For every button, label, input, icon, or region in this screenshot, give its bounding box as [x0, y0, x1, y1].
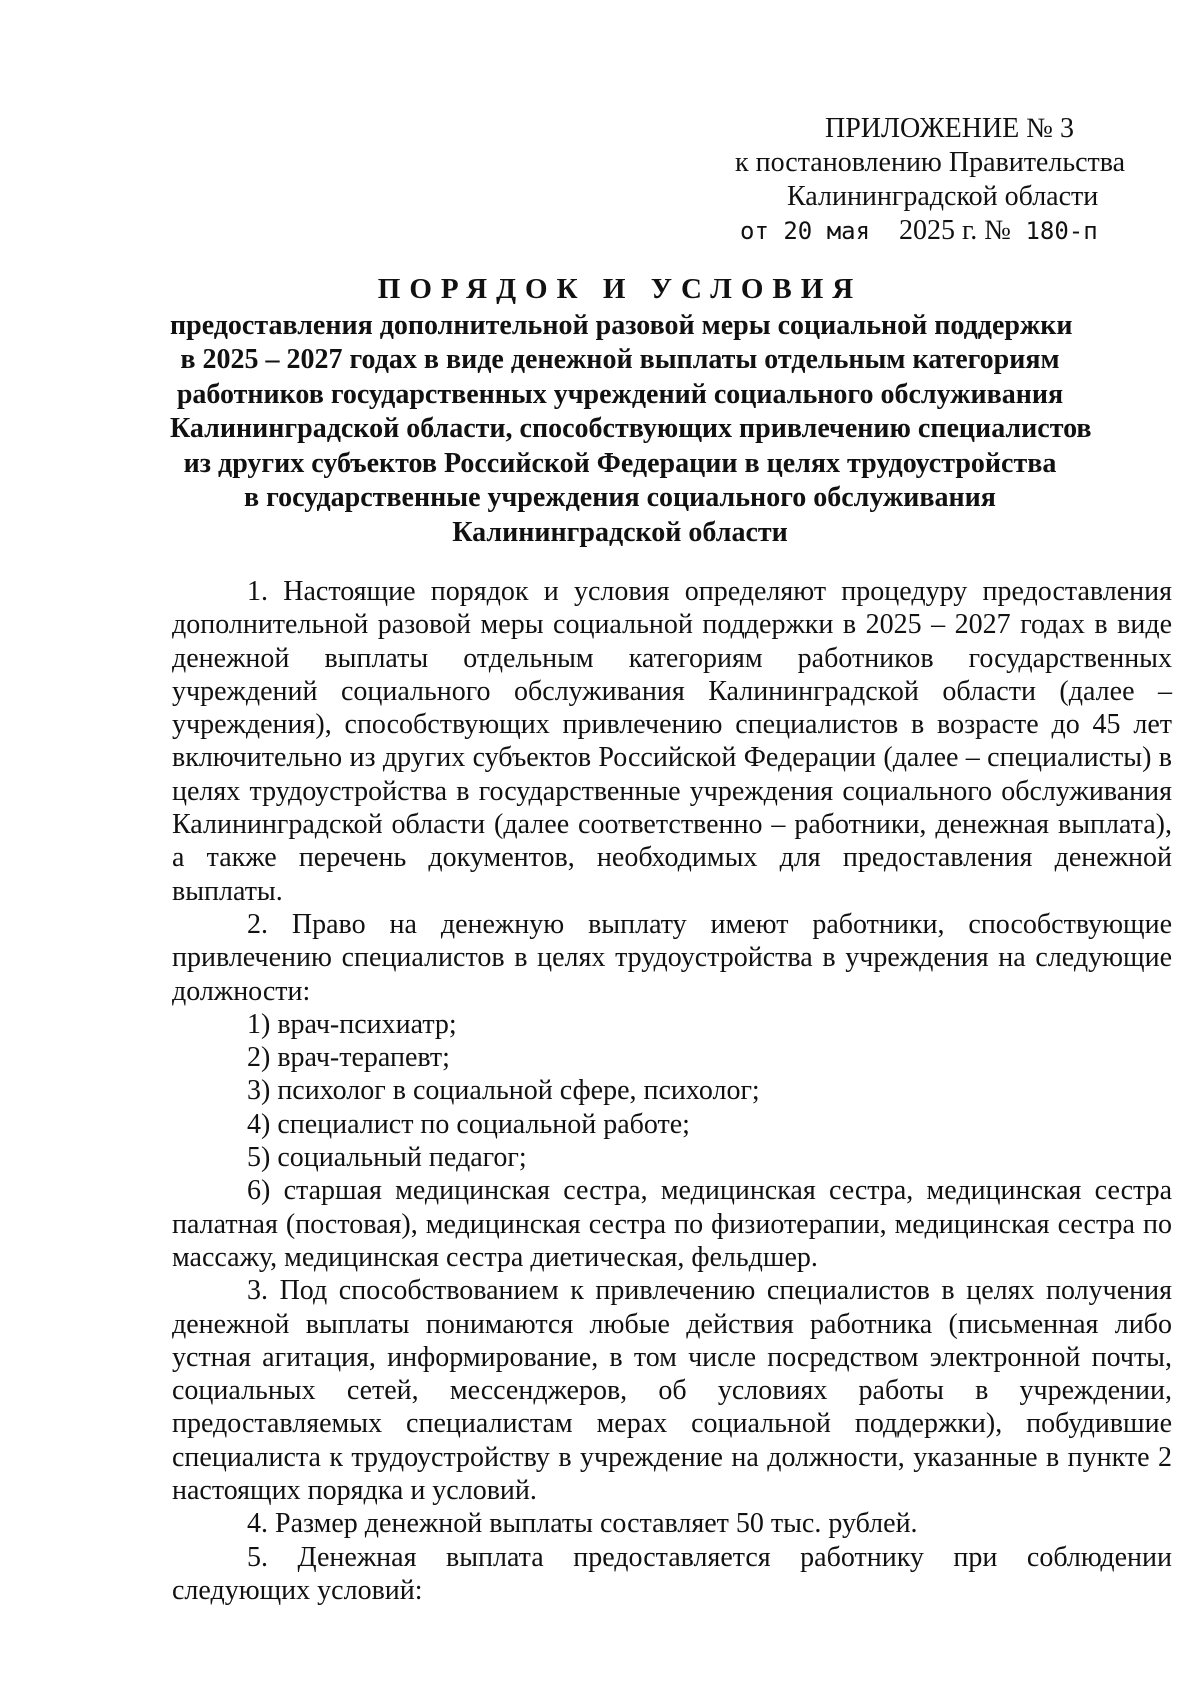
appendix-date-number — [735, 214, 1155, 248]
paragraph-1: 1. Настоящие порядок и условия определяют процедуру предоставления дополнительной разовой меры социальной поддержки в 2025 – 2027 годах в виде денежной выплаты отдельным категориям работников государственных учреждений социального обслуживания Калининградской области (далее – учреждения), способствующих привлечению специалистов в возрасте до 45 лет включительно из других субъектов Российской Федерации (далее – специалисты) в целях трудоустройства в государственные учреждения социального обслуживания Калининградской области (далее соответственно – работники, денежная выплата), а также перечень документов, необходимых для предоставления денежной выплаты. — [172, 576, 1172, 907]
paragraph-5: 5. Денежная выплата предоставляется работнику при соблюдении следующих условий: — [172, 1541, 1172, 1606]
paragraph-3: 3. Под способствованием к привлечению специалистов в целях получения денежной выплаты понимаются любые действия работника (письменная либо устная агитация, информирование, в том числе посредством электронной почты, социальных сетей, мессенджеров, об условиях работы в учреждении, предоставляемых специалистам мерах социальной поддержки), побудившие специалиста к трудоустройству в учреждение на должности, указанные в пункте 2 настоящих порядка и условий. — [172, 1275, 1172, 1507]
document-title-line: работников государственных учреждений социального обслуживания — [176, 378, 1064, 410]
list-item: 3) психолог в социальной сфере, психолог; — [247, 1075, 760, 1107]
appendix-reference: к постановлению Правительства — [735, 147, 1126, 178]
list-item: 1) врач-психиатр; — [247, 1008, 457, 1040]
paragraph-2: 2. Право на денежную выплату имеют работники, способствующие привлечению специалистов в целях трудоустройства в учреждения на следующие должности: — [172, 908, 1172, 1007]
list-item: 4) специалист по социальной работе; — [247, 1108, 690, 1140]
document-body — [172, 575, 1172, 1607]
list-item: 2) врач-терапевт; — [247, 1042, 450, 1074]
document-title — [170, 272, 1092, 550]
appendix-region: Калининградской области — [787, 181, 1099, 212]
document-title-line: в государственные учреждения социального обслуживания — [244, 482, 996, 513]
appendix-date: от 20 мая — [740, 217, 871, 245]
document-title-line: Калининградской области — [452, 516, 788, 548]
appendix-header — [735, 112, 1155, 248]
document-title-line: Калининградской области, способствующих привлечению специалистов — [170, 413, 1092, 444]
paragraph-4: 4. Размер денежной выплаты составляет 50 тыс. рублей. — [247, 1508, 918, 1540]
document-title-main: ПОРЯДОК И УСЛОВИЯ — [377, 273, 863, 305]
list-item: 6) старшая медицинская сестра, медицинская сестра, медицинская сестра палатная (постовая), медицинская сестра по физиотерапии, медицинская сестра по массажу, медицинская сестра диетическая, фельдшер. — [172, 1175, 1172, 1273]
appendix-year: 2025 г. № — [898, 215, 1011, 246]
document-title-line: в 2025 – 2027 годах в виде денежной выплаты отдельным категориям — [180, 344, 1060, 375]
list-item: 5) социальный педагог; — [247, 1142, 527, 1174]
document-title-line: предоставления дополнительной разовой меры социальной поддержки — [170, 309, 1073, 341]
appendix-title: ПРИЛОЖЕНИЕ № 3 — [825, 113, 1074, 144]
document-title-line: из других субъектов Российской Федерации в целях трудоустройства — [183, 447, 1057, 479]
appendix-number: 180-п — [1025, 217, 1098, 245]
